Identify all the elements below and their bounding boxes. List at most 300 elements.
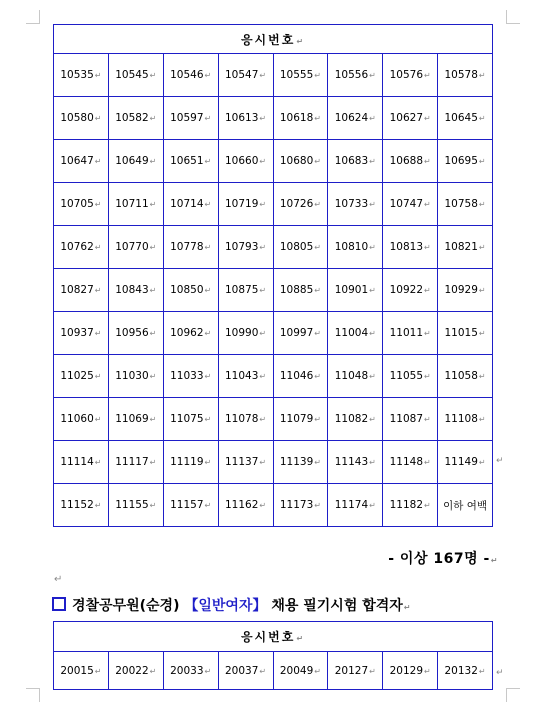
paragraph-mark: ↵ [314,458,321,467]
cell-value: 11058 [444,370,478,382]
cell-value: 11033 [170,370,204,382]
cell-value: 20127 [334,664,369,677]
table-cell [438,183,493,226]
table-cell [218,269,273,312]
paragraph-mark: ↵ [149,157,157,166]
paragraph-mark: ↵ [204,200,212,209]
table-cell [328,97,383,140]
paragraph-mark: ↵ [478,286,486,295]
paragraph-mark: ↵ [424,501,431,510]
table-cell [218,441,273,484]
cell-value: 10582 [115,112,149,124]
paragraph-mark: ↵ [204,71,212,80]
table-cell [383,140,438,183]
paragraph-mark: ↵ [369,501,376,510]
cell-value: 11048 [334,370,369,382]
paragraph-mark: ↵ [204,286,212,295]
paragraph-mark: ↵ [149,243,157,252]
paragraph-mark: ↵ [204,666,212,676]
heading-highlight: 【일반여자】 [184,598,267,614]
paragraph-mark: ↵ [424,415,431,424]
heading-suffix: 채용 필기시험 합격자 [271,598,403,614]
table-cell [438,398,493,441]
paragraph-mark: ↵ [149,200,157,209]
paragraph-mark: ↵ [204,458,212,467]
table-cell [163,140,218,183]
paragraph-mark: ↵ [403,603,411,612]
table-cell [163,54,218,97]
cell-value: 11155 [115,499,149,511]
header-text: 응시번호 [240,630,296,644]
table-cell [273,54,328,97]
paragraph-mark: ↵ [314,372,321,381]
paragraph-mark: ↵ [94,286,102,295]
table-cell [218,312,273,355]
paragraph-mark: ↵ [94,415,102,424]
cell-value: 10546 [170,69,204,81]
paragraph-mark: ↵ [369,200,376,209]
cell-value: 10937 [60,327,94,339]
table-cell [108,54,163,97]
cell-value: 10778 [170,241,204,253]
paragraph-mark: ↵ [478,114,486,123]
table-cell [163,183,218,226]
table-cell [328,269,383,312]
cell-value: 10651 [170,155,204,167]
checkbox-icon [52,597,66,611]
cell-value: 11046 [279,370,314,382]
cell-value: 10649 [115,155,149,167]
table-cell [438,269,493,312]
table-cell [54,140,109,183]
paragraph-mark: ↵ [369,415,376,424]
paragraph-mark: ↵ [478,666,486,676]
cell-value: 10733 [334,198,369,210]
cell-value: 10545 [115,69,149,81]
cell-value: 10719 [225,198,259,210]
table-cell [108,441,163,484]
paragraph-mark: ↵ [314,666,321,676]
crop-mark [39,10,40,24]
paragraph-mark: ↵ [369,666,376,676]
table-cell [54,183,109,226]
cell-value: 20033 [170,664,204,677]
cell-value: 10901 [334,284,369,296]
table-cell [328,140,383,183]
crop-mark [506,23,520,24]
paragraph-mark: ↵ [478,415,486,424]
summary-text: - 이상 167명 - [388,551,490,567]
paragraph-mark: ↵ [259,329,267,338]
paragraph-mark: ↵ [94,372,102,381]
paragraph-mark: ↵ [149,71,157,80]
paragraph-mark: ↵ [149,329,157,338]
paragraph-mark: ↵ [369,286,376,295]
cell-value: 10556 [334,69,369,81]
heading-prefix: 경찰공무원(순경) [72,598,180,614]
paragraph-mark: ↵ [369,71,376,80]
exam-number-table [53,24,493,527]
table-cell [108,97,163,140]
paragraph-mark: ↵ [424,243,431,252]
table-cell [54,441,109,484]
cell-value: 11174 [334,499,369,511]
cell-value: 11079 [279,413,314,425]
cell-value: 10758 [444,198,478,210]
paragraph-mark: ↵ [259,243,267,252]
table-cell [273,398,328,441]
table-cell [163,97,218,140]
cell-value: 10990 [225,327,259,339]
cell-value: 11119 [170,456,204,468]
paragraph-mark: ↵ [259,372,267,381]
paragraph-mark: ↵ [149,501,157,510]
table-cell [218,140,273,183]
paragraph-mark: ↵ [478,458,486,467]
table-cell [108,312,163,355]
crop-mark [39,688,40,702]
paragraph-mark: ↵ [424,666,431,676]
table-cell [54,484,109,527]
paragraph-mark: ↵ [259,114,267,123]
paragraph-mark: ↵ [94,458,102,467]
cell-value: 10597 [170,112,204,124]
table-row [54,312,493,355]
paragraph-mark: ↵ [369,329,376,338]
paragraph-mark: ↵ [369,243,376,252]
table-cell [273,226,328,269]
cell-value: 10613 [225,112,259,124]
table-cell [163,652,218,690]
paragraph-mark: ↵ [94,243,102,252]
cell-value: 11078 [225,413,259,425]
table-row [54,140,493,183]
table-cell [108,484,163,527]
cell-value: 11075 [170,413,204,425]
cell-value: 10962 [170,327,204,339]
table-header [54,25,493,54]
paragraph-mark: ↵ [204,501,212,510]
table-row [54,183,493,226]
cell-value: 10843 [115,284,149,296]
table-cell [108,226,163,269]
table-row [54,398,493,441]
cell-value: 10805 [279,241,314,253]
table-cell [328,226,383,269]
table-body [54,652,493,690]
table-row [54,652,493,690]
table-cell [218,484,273,527]
table-header-row [54,25,493,54]
cell-value: 10747 [389,198,424,210]
table-row [54,441,493,484]
paragraph-mark: ↵ [204,372,212,381]
cell-value: 11152 [60,499,94,511]
cell-value: 11004 [334,327,369,339]
paragraph-mark: ↵ [314,243,321,252]
table-cell [218,183,273,226]
cell-value: 11117 [115,456,149,468]
paragraph-mark: ↵ [259,71,267,80]
table-row [54,226,493,269]
cell-value: 10922 [389,284,424,296]
cell-value: 10885 [279,284,314,296]
paragraph-mark: ↵ [478,200,486,209]
section-heading [52,595,411,615]
paragraph-mark: ↵ [149,372,157,381]
table-cell [328,398,383,441]
table-cell [273,140,328,183]
cell-value: 10688 [389,155,424,167]
paragraph-mark: ↵ [314,415,321,424]
paragraph-mark: ↵ [204,114,212,123]
table-cell [218,54,273,97]
paragraph-mark: ↵ [314,71,321,80]
table-cell [218,226,273,269]
table-cell [163,441,218,484]
cell-value: 10813 [389,241,424,253]
paragraph-mark: ↵ [314,286,321,295]
cell-value: 20129 [389,664,424,677]
cell-value: 10547 [225,69,259,81]
cell-value: 10956 [115,327,149,339]
cell-value: 10810 [334,241,369,253]
table-cell [108,269,163,312]
cell-value: 10714 [170,198,204,210]
paragraph-mark: ↵ [424,71,431,80]
table-cell [383,484,438,527]
table-cell [438,652,493,690]
table-row [54,269,493,312]
paragraph-mark: ↵ [314,157,321,166]
paragraph-mark: ↵ [424,286,431,295]
crop-mark [506,688,520,689]
crop-mark [506,10,507,24]
table-row [54,484,493,527]
cell-value: 20037 [225,664,259,677]
paragraph-mark: ↵ [478,71,486,80]
paragraph-mark: ↵ [94,200,102,209]
paragraph-mark: ↵ [490,556,498,565]
paragraph-mark: ↵ [94,114,102,123]
table-cell [273,183,328,226]
paragraph-mark: ↵ [259,666,267,676]
cell-value: 11030 [115,370,149,382]
paragraph-mark: ↵ [424,200,431,209]
table-cell [438,140,493,183]
table-cell [328,183,383,226]
table-cell [383,97,438,140]
cell-value: 10821 [444,241,478,253]
cell-value: 11043 [225,370,259,382]
paragraph-mark: ↵ [259,458,267,467]
table-cell [328,484,383,527]
cell-value: 10683 [334,155,369,167]
paragraph-mark: ↵ [478,329,486,338]
cell-value: 10680 [279,155,314,167]
cell-value: 11011 [389,327,424,339]
cell-value: 10618 [279,112,314,124]
paragraph-mark: ↵ [424,157,431,166]
table-cell [383,54,438,97]
paragraph-mark: ↵ [314,501,321,510]
cell-value: 11162 [225,499,259,511]
paragraph-mark: ↵ [149,114,157,123]
paragraph-mark: ↵ [478,243,486,252]
cell-value: 10793 [225,241,259,253]
cell-value: 10535 [60,69,94,81]
cell-value: 10624 [334,112,369,124]
cell-value: 11143 [334,456,369,468]
table-cell [328,441,383,484]
table-cell [163,398,218,441]
paragraph-mark: ↵ [424,329,431,338]
table-cell [273,312,328,355]
paragraph-mark: ↵ [314,114,321,123]
table-cell [383,269,438,312]
paragraph-mark: ↵ [478,157,486,166]
paragraph-mark: ↵ [259,286,267,295]
cell-value: 10627 [389,112,424,124]
cell-value: 11157 [170,499,204,511]
table-body [54,54,493,527]
cell-value: 10705 [60,198,94,210]
paragraph-mark: ↵ [204,243,212,252]
table-header-row [54,622,493,652]
table-cell [108,652,163,690]
paragraph-mark: ↵ [424,372,431,381]
cell-value: 11149 [444,456,478,468]
paragraph-mark: ↵ [204,157,212,166]
table-cell [54,355,109,398]
table-cell [163,269,218,312]
cell-value: 11025 [60,370,94,382]
cell-value: 10770 [115,241,149,253]
table-cell [383,652,438,690]
table-cell [438,54,493,97]
cell-value: 10997 [279,327,314,339]
paragraph-mark: ↵ [204,415,212,424]
table-row [54,54,493,97]
paragraph-mark: ↵ [314,200,321,209]
cell-value: 11139 [279,456,314,468]
table-cell [273,97,328,140]
header-text: 응시번호 [240,32,296,47]
cell-value: 20015 [60,664,94,677]
cell-value: 20132 [444,664,478,677]
table-cell [383,398,438,441]
cell-value: 11069 [115,413,149,425]
cell-value: 10645 [444,112,478,124]
table-cell [438,226,493,269]
paragraph-mark: ↵ [478,372,486,381]
table-cell [273,355,328,398]
table-cell [328,652,383,690]
table-cell [328,355,383,398]
table-cell [108,398,163,441]
paragraph-mark: ↵ [259,501,267,510]
table-cell [383,441,438,484]
table-cell [438,441,493,484]
paragraph-mark: ↵ [296,634,306,643]
paragraph-mark: ↵ [259,415,267,424]
table-cell [273,441,328,484]
table-cell [383,312,438,355]
table-cell [108,355,163,398]
paragraph-mark: ↵ [149,666,157,676]
table-cell [54,398,109,441]
paragraph-mark: ↵ [94,501,102,510]
table-cell [163,355,218,398]
table-cell [54,54,109,97]
paragraph-mark: ↵ [369,458,376,467]
paragraph-mark: ↵ [424,458,431,467]
cell-value: 10695 [444,155,478,167]
paragraph-mark: ↵ [369,372,376,381]
table-header [54,622,493,652]
crop-mark [26,23,40,24]
cell-value: 11055 [389,370,424,382]
cell-value: 10578 [444,69,478,81]
table-cell [108,140,163,183]
table-cell [54,269,109,312]
table-row [54,355,493,398]
table-cell [328,54,383,97]
table-cell [163,226,218,269]
table-cell [163,312,218,355]
paragraph-mark: ↵ [94,157,102,166]
table-cell [218,97,273,140]
cell-value: 20049 [279,664,314,677]
paragraph-mark: ↵ [369,157,376,166]
summary-count [388,548,498,568]
exam-number-table-women [53,621,493,690]
table-cell [54,226,109,269]
paragraph-mark: ↵ [314,329,321,338]
paragraph-mark: ↵ [54,574,63,585]
cell-value: 11082 [334,413,369,425]
cell-value: 11108 [444,413,478,425]
cell-value: 11087 [389,413,424,425]
table-cell [218,355,273,398]
table-cell [163,484,218,527]
paragraph-mark: ↵ [424,114,431,123]
cell-value: 10929 [444,284,478,296]
cell-value: 10875 [225,284,259,296]
table-cell [438,97,493,140]
table-cell [108,183,163,226]
paragraph-mark: ↵ [259,200,267,209]
table-cell [54,652,109,690]
cell-value: 10711 [115,198,149,210]
cell-value: 이하 여백 [443,499,488,512]
paragraph-mark: ↵ [259,157,267,166]
paragraph-mark: ↵ [204,329,212,338]
cell-value: 11114 [60,456,94,468]
cell-value: 10762 [60,241,94,253]
paragraph-mark: ↵ [296,36,306,46]
paragraph-mark: ↵ [149,458,157,467]
paragraph-mark: ↵ [94,329,102,338]
cell-value: 10576 [389,69,424,81]
paragraph-mark: ↵ [496,456,504,466]
cell-value: 11015 [444,327,478,339]
table-cell [54,312,109,355]
table-cell [438,312,493,355]
cell-value: 11137 [225,456,259,468]
cell-value: 10647 [60,155,94,167]
table-cell [218,652,273,690]
